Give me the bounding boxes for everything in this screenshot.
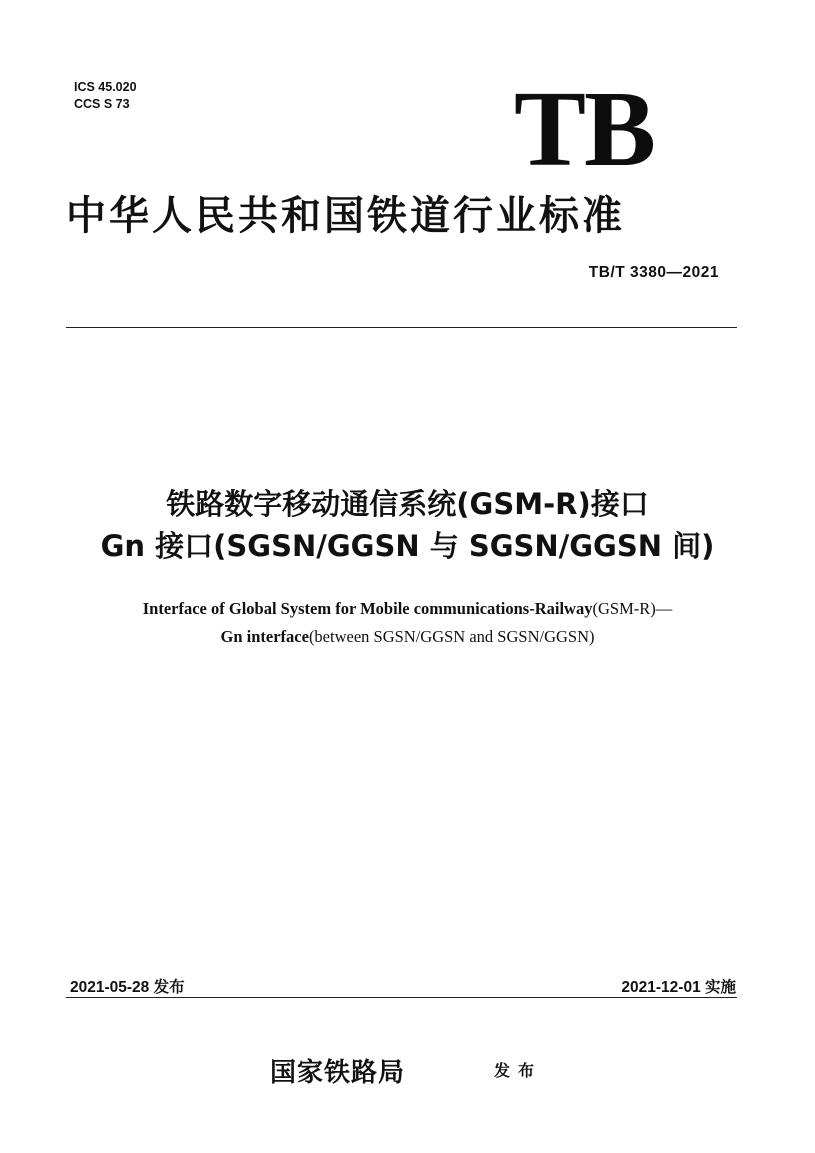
implement-date: 2021-12-01 实施 — [621, 979, 736, 996]
classification-codes — [74, 79, 137, 113]
title-en-line2-rest: (between SGSN/GGSN and SGSN/GGSN) — [308, 627, 595, 646]
ccs-code: CCS S 73 — [74, 97, 130, 111]
title-en-line1 — [0, 597, 815, 621]
header-divider — [66, 327, 737, 328]
footer-divider — [66, 997, 737, 998]
title-cn-line2: Gn 接口(SGSN/GGSN 与 SGSN/GGSN 间) — [100, 529, 715, 563]
title-en-line1-bold: Interface of Global System for Mobile communications-Railway — [142, 599, 593, 618]
ics-code: ICS 45.020 — [74, 80, 137, 94]
org-title: 中华人民共和国铁道行业标准 — [66, 192, 625, 239]
title-cn-line1: 铁路数字移动通信系统(GSM-R)接口 — [166, 487, 649, 521]
issuer-name: 国家铁路局 — [270, 1058, 406, 1088]
title-en-line2 — [0, 625, 815, 649]
standard-number: TB/T 3380—2021 — [588, 264, 719, 281]
title-en-line1-rest: (GSM-R)— — [592, 599, 673, 618]
tb-logo: TB — [514, 70, 655, 189]
title-en-line2-bold: Gn interface — [220, 627, 309, 646]
release-date: 2021-05-28 发布 — [70, 979, 185, 996]
issuer-verb: 发布 — [494, 1061, 543, 1080]
